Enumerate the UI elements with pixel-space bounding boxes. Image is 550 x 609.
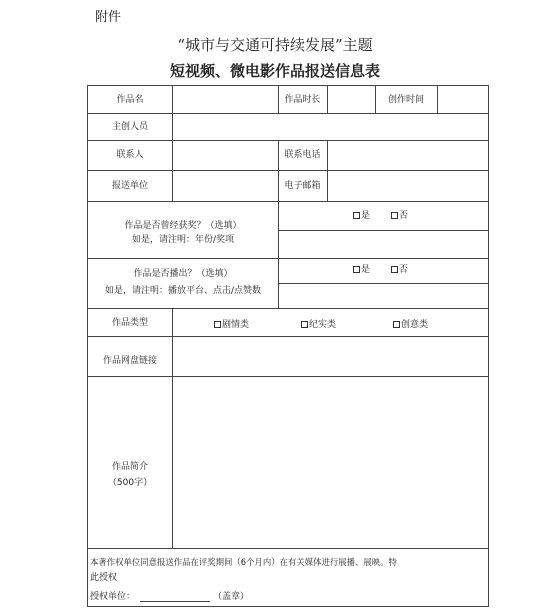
checkbox-icon <box>353 212 360 219</box>
row-divider <box>88 113 488 114</box>
broadcast-question-label: 作品是否播出？（选填） <box>133 269 233 279</box>
type-drama-option[interactable] <box>214 319 249 331</box>
form-title-line1: “城市与交通可持续发展”主题 <box>177 36 373 54</box>
row-divider <box>278 230 488 231</box>
broadcast-yes-option[interactable] <box>353 264 370 276</box>
broadcast-no-label: 否 <box>399 265 409 275</box>
col-divider <box>172 86 173 201</box>
authorization-statement: 本著作权单位同意报送作品在评奖期间（6个月内）在有关媒体进行展播、展映。特 <box>90 557 397 567</box>
col-divider <box>172 308 173 548</box>
col-divider <box>327 86 328 113</box>
broadcast-yes-label: 是 <box>361 265 371 275</box>
contact-label: 联系人 <box>116 150 144 160</box>
award-no-label: 否 <box>399 211 409 221</box>
type-creative-option[interactable] <box>393 319 428 331</box>
checkbox-icon <box>353 266 360 273</box>
checkbox-icon <box>393 321 400 328</box>
contact-phone-label: 联系电话 <box>284 150 321 160</box>
award-note-label: 如是，请注明：年份/奖项 <box>131 235 235 245</box>
checkbox-icon <box>391 212 398 219</box>
row-divider <box>88 140 488 141</box>
type-documentary-label: 纪实类 <box>309 320 337 330</box>
form-title-line2: 短视频、微电影作品报送信息表 <box>169 62 380 80</box>
broadcast-no-option[interactable] <box>391 264 408 276</box>
authorization-unit-label: 授权单位： <box>90 592 136 602</box>
row-divider <box>88 201 488 202</box>
creators-label: 主创人员 <box>111 122 148 132</box>
authorization-statement-end: 此授权 <box>90 573 118 583</box>
award-yes-label: 是 <box>361 211 371 221</box>
row-divider <box>88 376 488 377</box>
row-divider <box>278 283 488 284</box>
broadcast-note-label: 如是，请注明：播放平台、点击/点赞数 <box>104 286 262 296</box>
checkbox-icon <box>214 321 221 328</box>
type-documentary-option[interactable] <box>301 319 336 331</box>
seal-label: （盖章） <box>213 592 250 602</box>
row-divider <box>88 258 488 259</box>
submitting-unit-label: 报送单位 <box>111 181 148 191</box>
netdisk-link-label: 作品网盘链接 <box>102 356 157 366</box>
award-question-label: 作品是否曾经获奖？（选填） <box>124 221 242 231</box>
work-type-label: 作品类型 <box>111 318 148 328</box>
creation-time-label: 创作时间 <box>387 95 424 105</box>
checkbox-icon <box>301 321 308 328</box>
award-no-option[interactable] <box>391 210 408 222</box>
row-divider <box>88 170 488 171</box>
col-divider <box>278 201 279 308</box>
email-label: 电子邮箱 <box>284 181 321 191</box>
authorization-unit-line[interactable] <box>140 601 210 602</box>
intro-length-label: （500字） <box>107 478 153 488</box>
work-duration-label: 作品时长 <box>284 95 321 105</box>
col-divider <box>437 86 438 113</box>
col-divider <box>327 140 328 201</box>
row-divider <box>88 548 488 549</box>
checkbox-icon <box>391 266 398 273</box>
type-drama-label: 剧情类 <box>222 320 250 330</box>
row-divider <box>88 308 488 309</box>
award-yes-option[interactable] <box>353 210 370 222</box>
intro-label: 作品简介 <box>111 462 148 472</box>
row-divider <box>88 336 488 337</box>
submission-form-table <box>87 85 489 607</box>
work-name-label: 作品名 <box>116 95 144 105</box>
attachment-label: 附件 <box>95 10 122 25</box>
type-creative-label: 创意类 <box>401 320 429 330</box>
